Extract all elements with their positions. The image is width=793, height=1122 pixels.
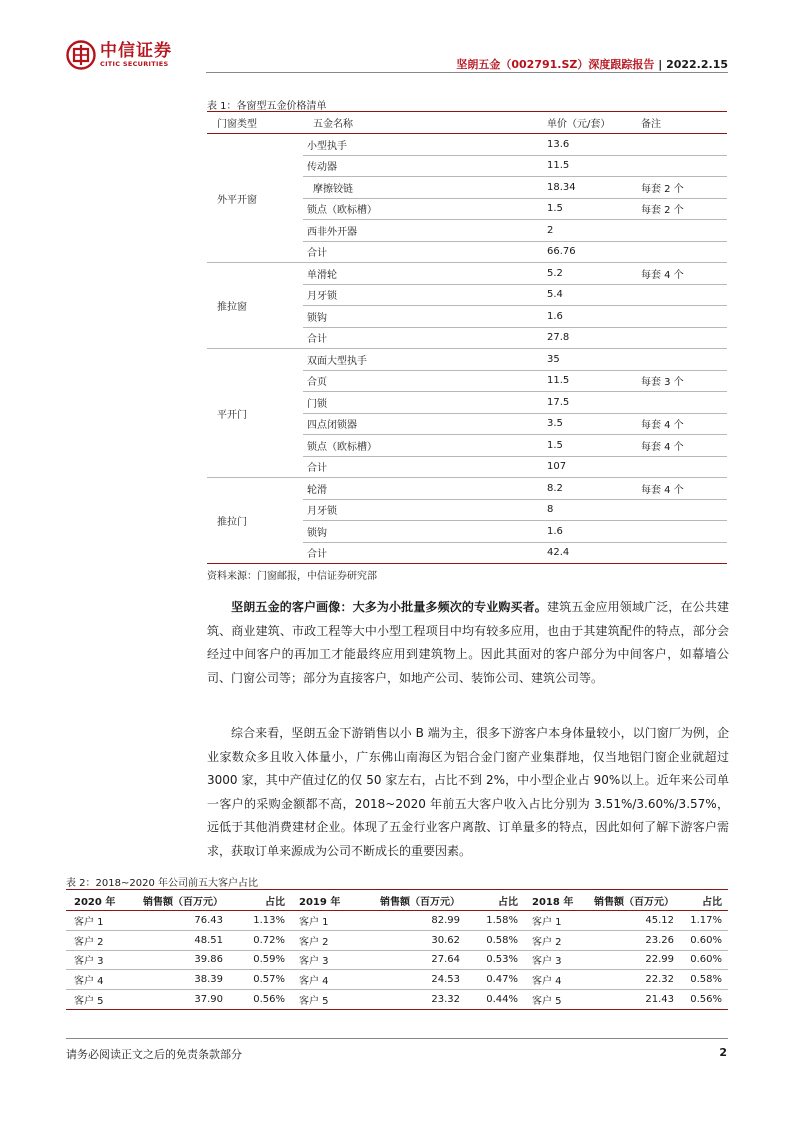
customer-cell: 客户 5 [291, 990, 353, 1010]
report-date: 2022.2.15 [666, 58, 728, 71]
customer-cell: 客户 4 [524, 970, 586, 990]
top-customers-table [66, 889, 728, 1010]
note-cell: 每套 4 个 [641, 263, 727, 285]
table-header-row [207, 112, 727, 134]
logo-english-name: CITIC SECURITIES [100, 60, 169, 68]
price-cell: 5.2 [547, 263, 641, 285]
window-type-cell: 平开门 [207, 349, 303, 478]
note-cell [641, 499, 727, 521]
column-header: 2020 年 [66, 890, 126, 911]
note-cell [641, 284, 727, 306]
share-cell: 0.47% [466, 970, 524, 990]
customer-cell: 客户 2 [291, 930, 353, 950]
note-cell [641, 134, 727, 156]
price-cell: 11.5 [547, 370, 641, 392]
summary-paragraph [207, 722, 729, 864]
footer-disclaimer: 请务必阅读正文之后的免责条款部分 [66, 1048, 242, 1061]
table2-caption: 表 2：2018~2020 年公司前五大客户占比 [66, 878, 258, 889]
customer-cell: 客户 4 [66, 970, 126, 990]
note-cell [641, 392, 727, 414]
share-cell: 0.44% [466, 990, 524, 1010]
citic-emblem-icon [66, 40, 96, 70]
customer-cell: 客户 3 [524, 950, 586, 970]
table-row [66, 930, 728, 950]
hardware-name-cell: 合计 [303, 241, 547, 263]
customer-profile-paragraph [207, 596, 729, 690]
column-header: 销售额（百万元） [353, 890, 466, 911]
customer-cell: 客户 3 [291, 950, 353, 970]
price-cell: 8 [547, 499, 641, 521]
hardware-name-cell: 锁钩 [303, 521, 547, 543]
price-cell: 5.4 [547, 284, 641, 306]
note-cell [641, 155, 727, 177]
table1-source: 资料来源：门窗邮报，中信证券研究部 [207, 571, 377, 582]
sales-cell: 21.43 [586, 990, 680, 1010]
price-cell: 2 [547, 220, 641, 242]
price-cell: 1.6 [547, 521, 641, 543]
note-cell [641, 327, 727, 349]
price-cell: 66.76 [547, 241, 641, 263]
window-type-cell: 推拉窗 [207, 263, 303, 349]
window-type-cell: 推拉门 [207, 478, 303, 564]
hardware-name-cell: 双面大型执手 [303, 349, 547, 371]
price-cell: 1.5 [547, 198, 641, 220]
table-row [207, 349, 727, 371]
customer-cell: 客户 1 [291, 911, 353, 931]
logo-chinese-name: 中信证券 [100, 41, 172, 61]
share-cell: 1.13% [229, 911, 291, 931]
note-cell: 每套 3 个 [641, 370, 727, 392]
hardware-name-cell: 合计 [303, 456, 547, 478]
customer-cell: 客户 1 [524, 911, 586, 931]
note-cell: 每套 4 个 [641, 478, 727, 500]
report-title [456, 56, 728, 72]
column-header: 五金名称 [303, 112, 547, 134]
paragraph-body: 建筑五金应用领域广泛，在公共建筑、商业建筑、市政工程等大中小型工程项目中均有较多应用，也由于其建筑配件的特点，部分会经过中间客户的再加工才能最终应用到建筑物上。因此其面对的客户部分为中间客户，如幕墙公司、门窗公司等；部分为直接客户，如地产公司、装饰公司、建筑公司等。 [207, 600, 729, 685]
column-header: 门窗类型 [207, 112, 303, 134]
price-cell: 17.5 [547, 392, 641, 414]
sales-cell: 23.26 [586, 930, 680, 950]
table-row [66, 970, 728, 990]
table-row [207, 263, 727, 285]
sales-cell: 24.53 [353, 970, 466, 990]
note-cell [641, 521, 727, 543]
price-cell: 11.5 [547, 155, 641, 177]
share-cell: 0.59% [229, 950, 291, 970]
price-cell: 8.2 [547, 478, 641, 500]
share-cell: 0.57% [229, 970, 291, 990]
share-cell: 0.56% [229, 990, 291, 1010]
share-cell: 0.60% [680, 950, 728, 970]
column-header: 占比 [466, 890, 524, 911]
price-cell: 1.6 [547, 306, 641, 328]
column-header: 2018 年 [524, 890, 586, 911]
sales-cell: 82.99 [353, 911, 466, 931]
note-cell: 每套 2 个 [641, 177, 727, 199]
share-cell: 1.58% [466, 911, 524, 931]
title-separator: | [654, 58, 667, 71]
price-cell: 27.8 [547, 327, 641, 349]
share-cell: 1.17% [680, 911, 728, 931]
sales-cell: 22.99 [586, 950, 680, 970]
hardware-name-cell: 单滑轮 [303, 263, 547, 285]
hardware-name-cell: 锁点（欧标槽） [303, 198, 547, 220]
page-number: 2 [719, 1046, 727, 1059]
price-cell: 13.6 [547, 134, 641, 156]
sales-cell: 76.43 [126, 911, 229, 931]
customer-cell: 客户 5 [66, 990, 126, 1010]
note-cell [641, 241, 727, 263]
hardware-name-cell: 西非外开器 [303, 220, 547, 242]
customer-cell: 客户 2 [66, 930, 126, 950]
note-cell [641, 306, 727, 328]
hardware-name-cell: 月牙锁 [303, 499, 547, 521]
column-header: 销售额（百万元） [126, 890, 229, 911]
column-header: 备注 [641, 112, 727, 134]
share-cell: 0.58% [466, 930, 524, 950]
table-row [207, 134, 727, 156]
sales-cell: 22.32 [586, 970, 680, 990]
hardware-name-cell: 门锁 [303, 392, 547, 414]
sales-cell: 23.32 [353, 990, 466, 1010]
sales-cell: 27.64 [353, 950, 466, 970]
sales-cell: 48.51 [126, 930, 229, 950]
hardware-name-cell: 月牙锁 [303, 284, 547, 306]
hardware-name-cell: 合计 [303, 327, 547, 349]
customer-cell: 客户 2 [524, 930, 586, 950]
report-name: 坚朗五金（002791.SZ）深度跟踪报告 [456, 58, 655, 71]
share-cell: 0.58% [680, 970, 728, 990]
share-cell: 0.72% [229, 930, 291, 950]
hardware-name-cell: 小型执手 [303, 134, 547, 156]
customer-cell: 客户 3 [66, 950, 126, 970]
table-row [66, 990, 728, 1010]
note-cell [641, 220, 727, 242]
page-header [66, 36, 728, 74]
table1-caption: 表 1：各窗型五金价格清单 [207, 101, 327, 112]
price-cell: 3.5 [547, 413, 641, 435]
sales-cell: 39.86 [126, 950, 229, 970]
price-cell: 107 [547, 456, 641, 478]
hardware-name-cell: 锁点（欧标槽） [303, 435, 547, 457]
header-divider [206, 72, 728, 73]
price-cell: 35 [547, 349, 641, 371]
customer-cell: 客户 5 [524, 990, 586, 1010]
hardware-name-cell: 轮滑 [303, 478, 547, 500]
column-header: 2019 年 [291, 890, 353, 911]
note-cell: 每套 4 个 [641, 413, 727, 435]
price-cell: 1.5 [547, 435, 641, 457]
sales-cell: 45.12 [586, 911, 680, 931]
column-header: 占比 [680, 890, 728, 911]
customer-cell: 客户 1 [66, 911, 126, 931]
hardware-name-cell: 锁钩 [303, 306, 547, 328]
hardware-name-cell: 四点闭锁器 [303, 413, 547, 435]
customer-cell: 客户 4 [291, 970, 353, 990]
note-cell: 每套 4 个 [641, 435, 727, 457]
table-row [66, 911, 728, 931]
note-cell [641, 542, 727, 564]
column-header: 单价（元/套） [547, 112, 641, 134]
citic-logo [66, 40, 172, 70]
sales-cell: 37.90 [126, 990, 229, 1010]
column-header: 占比 [229, 890, 291, 911]
hardware-name-cell: 传动器 [303, 155, 547, 177]
paragraph-lead: 坚朗五金的客户画像：大多为小批量多频次的专业购买者。 [231, 600, 547, 614]
share-cell: 0.60% [680, 930, 728, 950]
hardware-name-cell: 合页 [303, 370, 547, 392]
column-header: 销售额（百万元） [586, 890, 680, 911]
table-row [207, 478, 727, 500]
note-cell [641, 349, 727, 371]
hardware-price-table [207, 111, 727, 564]
share-cell: 0.56% [680, 990, 728, 1010]
price-cell: 42.4 [547, 542, 641, 564]
footer-divider [66, 1038, 728, 1039]
table-header-row [66, 890, 728, 911]
hardware-name-cell: 摩擦铰链 [303, 177, 547, 199]
window-type-cell: 外平开窗 [207, 134, 303, 263]
note-cell [641, 456, 727, 478]
hardware-name-cell: 合计 [303, 542, 547, 564]
sales-cell: 30.62 [353, 930, 466, 950]
paragraph-body: 综合来看，坚朗五金下游销售以小 B 端为主，很多下游客户本身体量较小，以门窗厂为例，企业家数众多且收入体量小，广东佛山南海区为铝合金门窗产业集群地，仅当地铝门窗企业就超过 3000 家，其中产值过亿的仅 50 家左右，占比不到 2%，中小型企业占 90%以上。近年来公司单一客户的采购金额都不高，2018~2020 年前五大客户收入占比分别为 3.51%/3.60%/3.57%，远低于其他消费建材企业。体现了五金行业客户离散、订单量多的特点，因此如何了解下游客户需求，获取订单来源成为公司不断成长的重要因素。 [207, 726, 729, 858]
share-cell: 0.53% [466, 950, 524, 970]
table-row [66, 950, 728, 970]
note-cell: 每套 2 个 [641, 198, 727, 220]
sales-cell: 38.39 [126, 970, 229, 990]
price-cell: 18.34 [547, 177, 641, 199]
